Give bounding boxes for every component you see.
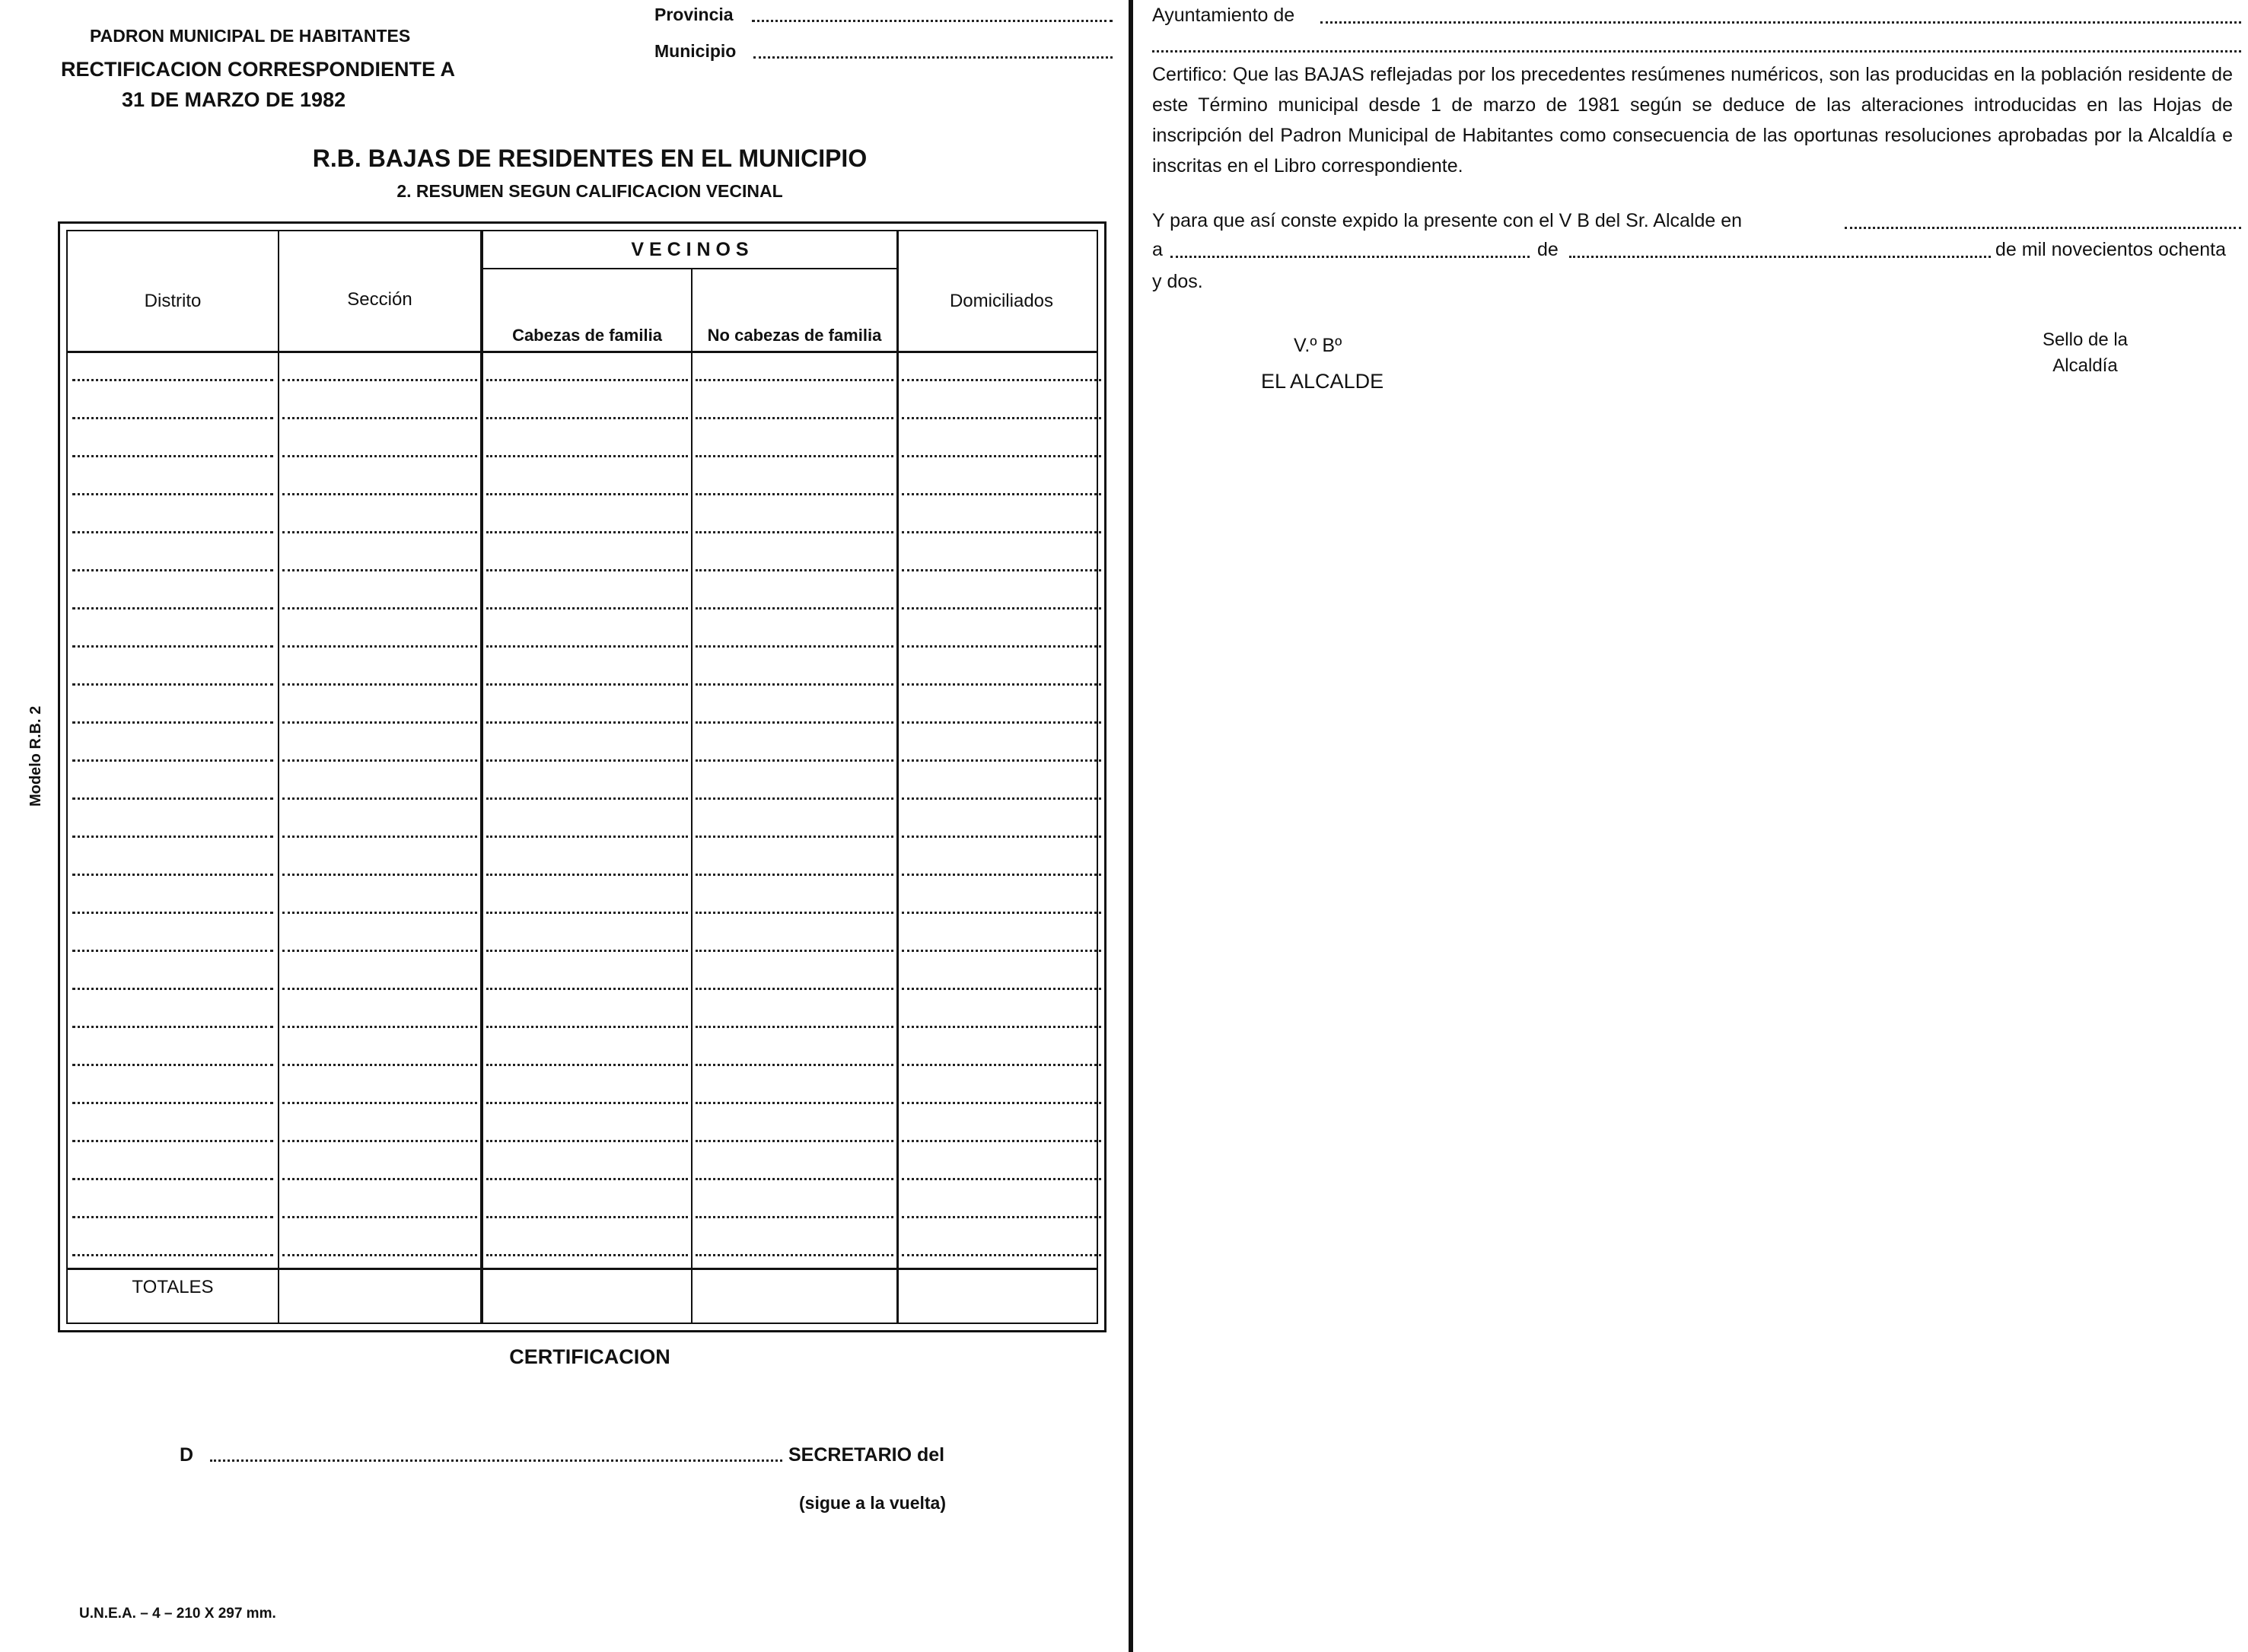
table-cell-line[interactable] — [696, 645, 893, 648]
modelo-label: Modelo R.B. 2 — [27, 705, 44, 807]
de-mil-text: de mil novecientos ochenta — [1995, 239, 2226, 260]
certificacion-heading: CERTIFICACION — [509, 1345, 670, 1368]
table-cell-line[interactable] — [696, 1216, 893, 1218]
table-cell-line[interactable] — [696, 569, 893, 571]
table-cell-line[interactable] — [72, 1026, 273, 1028]
table-cell-line[interactable] — [282, 912, 477, 914]
table-cell-line[interactable] — [282, 721, 477, 724]
table-cell-line[interactable] — [282, 569, 477, 571]
table-cell-line[interactable] — [902, 1102, 1101, 1104]
ayuntamiento-line[interactable] — [1320, 21, 2241, 24]
table-cell-line[interactable] — [486, 721, 688, 724]
col-vecinos-header: V E C I N O S — [631, 239, 749, 260]
table-cell-line[interactable] — [72, 683, 273, 686]
table-cell-line[interactable] — [282, 1254, 477, 1256]
sello-line-2: Alcaldía — [2052, 355, 2118, 376]
table-cell-line[interactable] — [282, 950, 477, 952]
provincia-field — [654, 5, 734, 25]
table-cell-line[interactable] — [282, 1140, 477, 1142]
table-cell-line[interactable] — [72, 1216, 273, 1218]
resumen-table — [58, 221, 1106, 1332]
table-cell-line[interactable] — [486, 950, 688, 952]
table-cell-line[interactable] — [486, 645, 688, 648]
table-cell-line[interactable] — [486, 1178, 688, 1180]
col-divider — [480, 231, 483, 1323]
table-cell-line[interactable] — [696, 1140, 893, 1142]
table-cell-line[interactable] — [282, 1216, 477, 1218]
table-cell-line[interactable] — [486, 569, 688, 571]
table-cell-line[interactable] — [72, 912, 273, 914]
table-cell-line[interactable] — [486, 988, 688, 990]
table-cell-line[interactable] — [282, 797, 477, 800]
resumen-table-inner — [66, 230, 1098, 1324]
y-dos-text: y dos. — [1152, 271, 1203, 292]
municipio-label: Municipio — [654, 41, 737, 61]
table-cell-line[interactable] — [72, 379, 273, 381]
table-cell-line[interactable] — [72, 607, 273, 610]
table-cell-line[interactable] — [486, 759, 688, 762]
col-divider — [896, 231, 899, 1323]
table-cell-line[interactable] — [696, 607, 893, 610]
table-cell-line[interactable] — [902, 531, 1101, 533]
table-cell-line[interactable] — [696, 988, 893, 990]
secretario-name-line[interactable] — [210, 1459, 782, 1462]
ayuntamiento-line-2[interactable] — [1152, 50, 2241, 53]
y-para-text: Y para que así conste expido la presente con el V B del Sr. Alcalde en — [1152, 210, 1743, 231]
table-cell-line[interactable] — [486, 683, 688, 686]
table-cell-line[interactable] — [72, 721, 273, 724]
mes-line[interactable] — [1569, 256, 1991, 258]
table-cell-line[interactable] — [486, 417, 688, 419]
de-label: de — [1537, 239, 1559, 260]
sello-label — [1994, 327, 2176, 379]
table-cell-line[interactable] — [902, 493, 1101, 495]
table-cell-line[interactable] — [72, 759, 273, 762]
provincia-line[interactable] — [752, 20, 1113, 22]
table-cell-line[interactable] — [72, 874, 273, 876]
table-cell-line[interactable] — [486, 607, 688, 610]
table-cell-line[interactable] — [282, 1178, 477, 1180]
a-label: a — [1152, 239, 1163, 260]
table-cell-line[interactable] — [902, 1026, 1101, 1028]
table-cell-line[interactable] — [696, 874, 893, 876]
table-cell-line[interactable] — [486, 912, 688, 914]
col-distrito-header: Distrito — [144, 291, 202, 311]
table-cell-line[interactable] — [902, 1216, 1101, 1218]
municipio-line[interactable] — [753, 56, 1113, 59]
table-cell-line[interactable] — [902, 645, 1101, 648]
table-cell-line[interactable] — [696, 1254, 893, 1256]
table-cell-line[interactable] — [902, 836, 1101, 838]
table-cell-line[interactable] — [72, 1178, 273, 1180]
table-cell-line[interactable] — [486, 1140, 688, 1142]
table-cell-line[interactable] — [696, 1102, 893, 1104]
table-cell-line[interactable] — [696, 1178, 893, 1180]
sello-line-1: Sello de la — [2042, 329, 2129, 350]
table-cell-line[interactable] — [486, 836, 688, 838]
table-cell-line[interactable] — [72, 531, 273, 533]
table-cell-line[interactable] — [486, 493, 688, 495]
table-cell-line[interactable] — [72, 645, 273, 648]
table-cell-line[interactable] — [282, 836, 477, 838]
table-cell-line[interactable] — [486, 1064, 688, 1066]
table-cell-line[interactable] — [282, 455, 477, 457]
table-cell-line[interactable] — [696, 721, 893, 724]
table-cell-line[interactable] — [282, 1064, 477, 1066]
col-seccion-header: Sección — [347, 289, 412, 310]
table-cell-line[interactable] — [696, 1064, 893, 1066]
table-cell-line[interactable] — [902, 607, 1101, 610]
table-cell-line[interactable] — [902, 721, 1101, 724]
table-cell-line[interactable] — [902, 874, 1101, 876]
table-cell-line[interactable] — [72, 836, 273, 838]
lugar-line[interactable] — [1845, 227, 2241, 229]
sigue-note: (sigue a la vuelta) — [799, 1493, 947, 1513]
table-cell-line[interactable] — [486, 1216, 688, 1218]
d-line — [180, 1444, 193, 1466]
unea-footer: U.N.E.A. – 4 – 210 X 297 mm. — [79, 1606, 276, 1622]
table-cell-line[interactable] — [486, 531, 688, 533]
table-cell-line[interactable] — [282, 988, 477, 990]
table-cell-line[interactable] — [696, 493, 893, 495]
table-cell-line[interactable] — [486, 797, 688, 800]
table-cell-line[interactable] — [902, 988, 1101, 990]
table-cell-line[interactable] — [696, 417, 893, 419]
table-cell-line[interactable] — [486, 1102, 688, 1104]
table-cell-line[interactable] — [902, 1140, 1101, 1142]
table-cell-line[interactable] — [282, 683, 477, 686]
table-cell-line[interactable] — [902, 569, 1101, 571]
table-cell-line[interactable] — [696, 455, 893, 457]
table-cell-line[interactable] — [902, 1064, 1101, 1066]
table-cell-line[interactable] — [282, 1026, 477, 1028]
table-cell-line[interactable] — [282, 759, 477, 762]
table-cell-line[interactable] — [72, 569, 273, 571]
table-cell-line[interactable] — [486, 379, 688, 381]
table-cell-line[interactable] — [696, 1026, 893, 1028]
table-cell-line[interactable] — [902, 1178, 1101, 1180]
table-cell-line[interactable] — [72, 1102, 273, 1104]
totales-label: TOTALES — [132, 1277, 214, 1297]
table-cell-line[interactable] — [696, 379, 893, 381]
table-cell-line[interactable] — [696, 836, 893, 838]
table-cell-line[interactable] — [72, 455, 273, 457]
table-cell-line[interactable] — [902, 950, 1101, 952]
table-cell-line[interactable] — [282, 531, 477, 533]
table-cell-line[interactable] — [486, 874, 688, 876]
table-cell-line[interactable] — [902, 797, 1101, 800]
vecinos-underline — [482, 268, 896, 269]
table-cell-line[interactable] — [282, 417, 477, 419]
page-divider — [1129, 0, 1133, 1652]
table-cell-line[interactable] — [902, 1254, 1101, 1256]
visto-bueno-label: V.º Bº — [1294, 335, 1342, 356]
table-cell-line[interactable] — [486, 1026, 688, 1028]
table-cell-line[interactable] — [72, 797, 273, 800]
table-cell-line[interactable] — [902, 417, 1101, 419]
fecha-heading: 31 DE MARZO DE 1982 — [122, 88, 346, 111]
table-cell-line[interactable] — [902, 455, 1101, 457]
table-cell-line[interactable] — [282, 379, 477, 381]
table-cell-line[interactable] — [282, 493, 477, 495]
secretario-label: SECRETARIO del — [788, 1444, 945, 1466]
col-no-cabezas-header: No cabezas de familia — [707, 326, 882, 345]
table-cell-line[interactable] — [696, 950, 893, 952]
certifico-paragraph: Certifico: Que las BAJAS reflejadas por los precedentes resúmenes numéricos, son las producidas en la población residente de este Término municipal desde 1 de marzo de 1981 según se deduce de las alteraciones introducidas en las Hojas de inscripción del Padron Municipal de Habitantes como consecuencia de las oportunas resoluciones aprobadas por la Alcaldía e inscritas en el Libro correspondiente. — [1152, 64, 2233, 177]
table-cell-line[interactable] — [72, 417, 273, 419]
table-cell-line[interactable] — [696, 797, 893, 800]
table-cell-line[interactable] — [282, 645, 477, 648]
table-cell-line[interactable] — [902, 912, 1101, 914]
form-subtitle: 2. RESUMEN SEGUN CALIFICACION VECINAL — [396, 181, 783, 201]
col-cabezas-header: Cabezas de familia — [512, 326, 662, 345]
table-cell-line[interactable] — [282, 874, 477, 876]
table-cell-line[interactable] — [696, 531, 893, 533]
alcalde-label: EL ALCALDE — [1261, 370, 1384, 393]
table-cell-line[interactable] — [696, 683, 893, 686]
table-cell-line[interactable] — [72, 493, 273, 495]
table-cell-line[interactable] — [902, 759, 1101, 762]
table-cell-line[interactable] — [72, 988, 273, 990]
totales-top-line — [68, 1268, 1097, 1270]
col-domiciliados-header: Domiciliados — [949, 291, 1054, 311]
header-bottom-line — [68, 351, 1097, 353]
col-divider — [691, 268, 693, 1323]
rectificacion-heading: RECTIFICACION CORRESPONDIENTE A — [61, 58, 456, 81]
table-cell-line[interactable] — [696, 759, 893, 762]
table-cell-line[interactable] — [902, 379, 1101, 381]
table-cell-line[interactable] — [282, 1102, 477, 1104]
table-cell-line[interactable] — [696, 912, 893, 914]
ayuntamiento-label: Ayuntamiento de — [1152, 5, 1295, 26]
d-label: D — [180, 1444, 194, 1466]
col-divider — [278, 231, 279, 1323]
form-title: R.B. BAJAS DE RESIDENTES EN EL MUNICIPIO — [312, 145, 868, 172]
table-cell-line[interactable] — [72, 1254, 273, 1256]
table-cell-line[interactable] — [486, 1254, 688, 1256]
padron-heading: PADRON MUNICIPAL DE HABITANTES — [90, 26, 411, 46]
provincia-label: Provincia — [654, 5, 734, 24]
table-cell-line[interactable] — [72, 1140, 273, 1142]
table-cell-line[interactable] — [902, 683, 1101, 686]
table-cell-line[interactable] — [72, 950, 273, 952]
municipio-field — [654, 41, 736, 62]
table-cell-line[interactable] — [72, 1064, 273, 1066]
table-cell-line[interactable] — [282, 607, 477, 610]
table-cell-line[interactable] — [486, 455, 688, 457]
dia-line[interactable] — [1170, 256, 1530, 258]
